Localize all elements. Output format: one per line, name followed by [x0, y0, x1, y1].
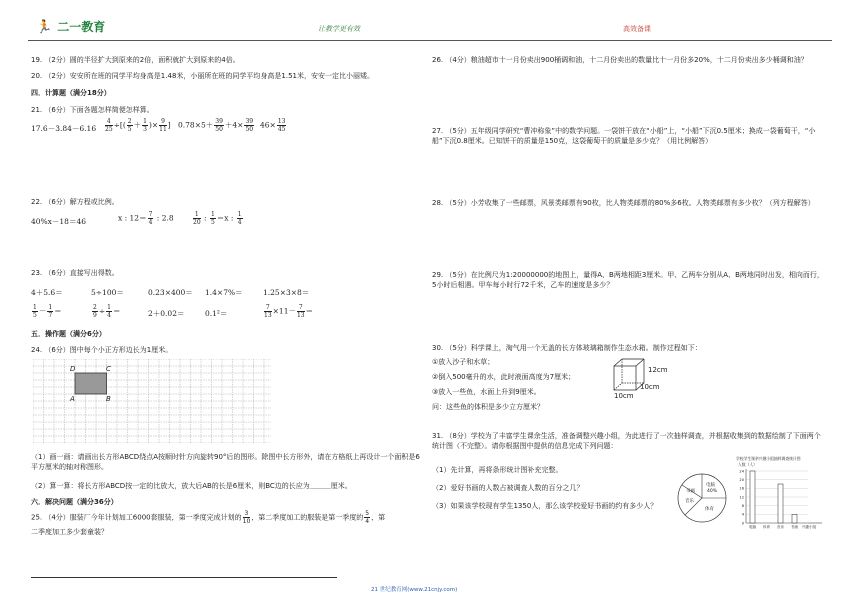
- chart-title: 学校学生课余兴趣小组抽样调查统计图: [736, 456, 801, 461]
- pie-pct-computer: 40%: [707, 489, 718, 494]
- question-21: 21. （6分）下面各题怎样简便怎样算。: [31, 106, 154, 114]
- q30-step-1: ①放入沙子和水草；: [432, 358, 495, 366]
- q23-r2-4: 0.1²＝: [205, 309, 228, 318]
- rectangle-abcd: [75, 373, 107, 394]
- q23-r2-1: $\frac{1}{5}$ － $\frac{1}{7}$ ＝: [33, 304, 62, 319]
- q23-r2-3: 2＋0.02＝: [148, 309, 185, 318]
- q23-r2-5: $\frac{7}{13}$ ×11－ $\frac{7}{13}$ ＝: [264, 304, 314, 319]
- pie-label-sports: 体育: [705, 507, 714, 512]
- footer-line: [31, 577, 337, 578]
- q23-r2-2: $\frac{2}{9}$ ÷ $\frac{1}{4}$ ＝: [93, 304, 121, 319]
- pie-label-art: 书画: [686, 489, 695, 494]
- y-tick-3: 12: [739, 495, 744, 500]
- q30-question: 问：这些鱼的体积是多少立方厘米？: [432, 403, 544, 411]
- question-30: 30. （5分）科学课上，淘气用一个无盖的长方体玻璃箱制作生态水箱。制作过程如下：: [432, 344, 702, 352]
- question-23: 23. （6分）直接写出得数。: [31, 269, 119, 277]
- header-divider: [28, 40, 832, 41]
- section-6-title: 六．解决问题（满分36分）: [31, 498, 118, 506]
- q24-part-1: （1）画一画：请画出长方形ABCD绕点A按顺时针方向旋转90°后的图形。除图中长方形外，请在方格纸上再设计一个面积是6平方厘米的轴对称图形。: [31, 453, 420, 471]
- question-31: 31. （8分）学校为了丰富学生课余生活，准备调整兴趣小组，为此进行了一次抽样调查，并根据收集到的数据绘制了下面两个统计图（不完整）。请你根据图中提供的信息完成下列问题：: [432, 432, 821, 450]
- section-5-title: 五．操作题（满分6分）: [31, 330, 106, 338]
- q30-step-3: ③放入一些鱼，水面上升到9厘米。: [432, 388, 541, 396]
- q23-r1-2: 5÷100＝: [91, 288, 124, 297]
- y-tick-6: 24: [739, 469, 744, 474]
- dim-height: 12cm: [648, 366, 668, 374]
- logo: 🏃 二一教育: [36, 20, 106, 35]
- runner-icon: 🏃: [36, 20, 53, 35]
- y-tick-2: 8: [741, 503, 744, 508]
- pie-chart: [676, 472, 728, 524]
- question-24: 24. （6分）图中每个小正方形边长为1厘米。: [31, 346, 173, 354]
- q23-r1-5: 1.25×3×8＝: [263, 288, 310, 297]
- glass-box-figure: [610, 356, 700, 398]
- bar-3: [792, 514, 797, 523]
- x-tick-3: 书画: [790, 525, 799, 529]
- q23-r1-3: 0.23×400＝: [148, 288, 193, 297]
- slogan: 让教学更有效: [318, 25, 360, 33]
- q23-r1-1: 4＋5.6＝: [31, 288, 63, 297]
- q22-item-2: x : 12＝ $\frac{7}{4}$ : 2.8: [118, 211, 174, 226]
- question-26: 26. （4分）粮油超市十一月份卖出900桶调和油，十二月份卖出的数量比十一月份多20%，十二月份卖出多少桶调和油？: [432, 56, 808, 64]
- y-tick-5: 20: [739, 477, 744, 482]
- bar-2: [778, 484, 783, 523]
- quality-tag: 高效备课: [623, 25, 651, 33]
- question-25-b: 二季度加工多少套童装？: [31, 528, 108, 536]
- x-tick-0: 电脑: [748, 525, 757, 529]
- label-c: C: [106, 365, 111, 373]
- q22-item-3: $\frac{1}{20}$ : $\frac{1}{5}$ ＝x : $\frac{1}{4}$: [193, 211, 242, 226]
- pie-label-computer: 电脑: [706, 483, 715, 488]
- dim-depth: 10cm: [640, 383, 660, 391]
- q30-step-2: ②倒入500毫升的水，此时液面高度为7厘米；: [432, 373, 576, 381]
- bar-0: [750, 471, 755, 523]
- q23-r1-4: 1.4×7%＝: [205, 288, 243, 297]
- x-tick-2: 音乐: [776, 525, 785, 529]
- bar-chart: [732, 455, 830, 531]
- x-axis-name: 兴趣小组: [801, 525, 817, 529]
- grid-lines: [33, 359, 271, 443]
- question-22: 22. （6分）解方程或比例。: [31, 198, 119, 206]
- section-4-title: 四．计算题（满分18分）: [31, 89, 111, 97]
- dim-width: 10cm: [614, 392, 634, 398]
- q31-part-2: （2）爱好书画的人数占被调查人数的百分之几？: [432, 484, 584, 492]
- chart-ylabel: 人数（人）: [738, 462, 757, 467]
- footer-site: 21 世纪教育网(www.21cnjy.com): [371, 587, 458, 593]
- question-25-a: 25. （4分）服装厂今年计划加工6000套服装，第一季度完成计划的 $\frac{3}{10}$ ，第二季度加工的服装是第一季度的 $\frac{5}{4}$ ，第: [31, 510, 386, 525]
- question-27: 27. （5分）五年级同学研究“曹冲称象”中的数学问题。一袋饼干放在“小船”上，“小船”下沉0.5厘米；换成一袋葡萄干，“小船”下沉0.8厘米。已知饼干的质量是150克，这袋葡萄干的质量是多少克？（用比例解答）: [432, 127, 816, 145]
- header: [28, 6, 832, 40]
- y-tick-4: 16: [739, 486, 744, 491]
- q31-part-1: （1）先计算，再将条形统计图补充完整。: [432, 466, 563, 474]
- y-tick-1: 4: [741, 512, 744, 517]
- question-29: 29. （5分）在比例尺为1:20000000的地图上，量得A、B两地相距3厘米。甲、乙两车分别从A、B两地同时出发，相向而行，5小时后相遇。甲车每小时行72千米，乙车的速度是多少？: [432, 271, 824, 289]
- x-tick-1: 体育: [762, 525, 771, 529]
- q24-part-2: （2）算一算：将长方形ABCD按一定的比放大，放大后AB的长是6厘米，则BC边的长应为＿＿＿厘米。: [31, 482, 352, 490]
- grid-figure: [33, 359, 271, 443]
- q21-item-3: 0.78×5＋ $\frac{39}{50}$ ＋4× $\frac{39}{50}$: [178, 118, 254, 133]
- label-b: B: [106, 395, 111, 403]
- label-d: D: [70, 365, 76, 373]
- question-19: 19. （2分）圆的半径扩大到原来的2倍，面积就扩大到原来的4倍。: [31, 56, 240, 64]
- q31-part-3: （3）如果该学校现有学生1350人，那么该学校爱好书画的约有多少人？: [432, 502, 658, 510]
- q21-item-2: $\frac{4}{25}$ ÷[( $\frac{2}{5}$ ＋ $\frac{1}{3}$ )× $\frac{9}{11}$ ]: [105, 118, 171, 133]
- q21-item-1: 17.6－3.84－6.16: [31, 124, 97, 133]
- label-a: A: [70, 395, 75, 403]
- question-28: 28. （5分）小芳收集了一些邮票，风景类邮票有90枚，比人物类邮票的80%多6枚。人物类邮票有多少枚？（列方程解答）: [432, 199, 815, 207]
- y-tick-0: 0: [741, 521, 744, 526]
- q21-item-4: 46× $\frac{13}{45}$: [260, 118, 286, 133]
- question-20: 20. （2分）安安所在班的同学平均身高是1.48米，小丽所在班的同学平均身高是1.51米，安安一定比小丽矮。: [31, 72, 374, 80]
- pie-label-music: 音乐: [685, 499, 694, 504]
- q22-item-1: 40%x－18＝46: [31, 217, 86, 226]
